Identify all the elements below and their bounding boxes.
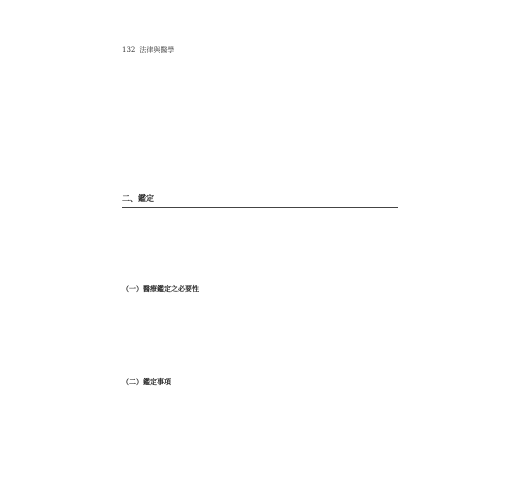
section-heading: 二、鑑定 [122, 193, 154, 203]
paragraph-3 [122, 216, 398, 264]
subsection-heading-2: （二）鑑定事項 [122, 377, 171, 386]
paragraph-1 [122, 74, 398, 110]
section-divider [122, 207, 398, 208]
paragraph-5 [122, 392, 398, 448]
running-title: 法律與醫學 [139, 46, 175, 54]
subsection-heading-1: （一）醫療鑑定之必要性 [122, 284, 199, 293]
paragraph-2 [122, 114, 398, 184]
running-head [122, 46, 174, 55]
paragraph-4 [122, 299, 398, 367]
page-number: 132 [122, 46, 136, 54]
